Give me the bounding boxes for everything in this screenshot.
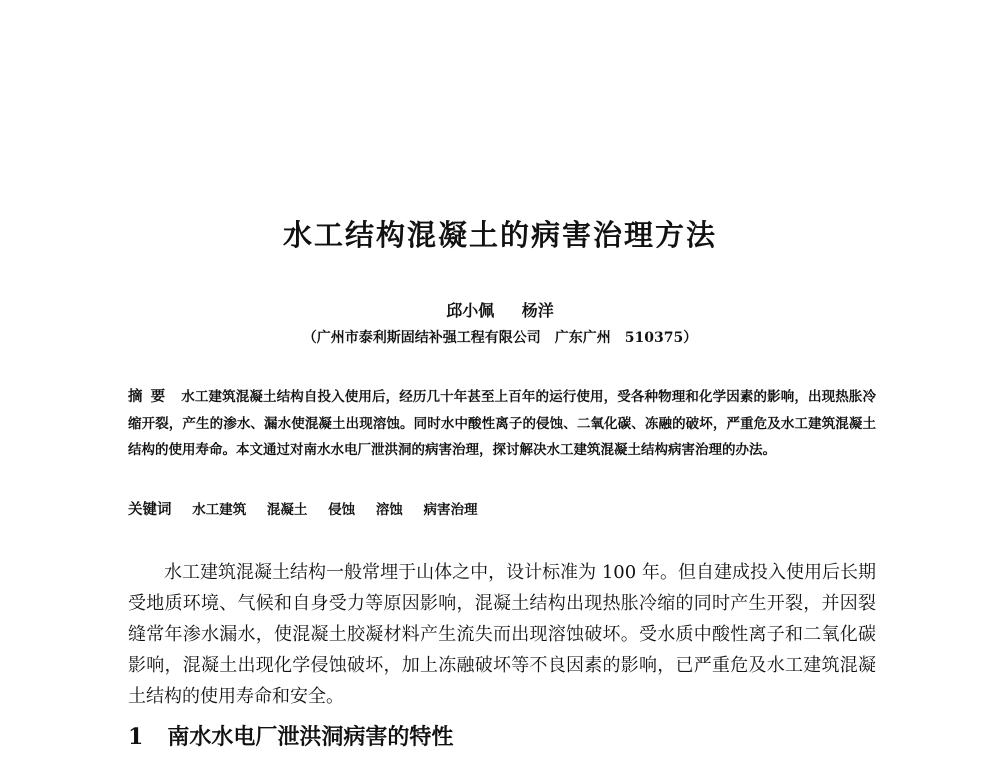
- keyword: 混凝土: [266, 502, 308, 518]
- section-heading: [128, 721, 876, 753]
- paper-affiliation: （广州市泰利斯固结补强工程有限公司 广东广州 510375）: [302, 330, 698, 346]
- abstract-text: 水工建筑混凝土结构自投入使用后，经历几十年甚至上百年的运行使用，受各种物理和化学因素的影响，出现热胀冷缩开裂，产生的渗水、漏水使混凝土出现溶蚀。同时水中酸性离子的侵蚀、二氧化碳、冻融的破坏，严重危及水工建筑混凝土结构的使用寿命。本文通过对南水水电厂泄洪洞的病害治理，探讨解决水工建筑混凝土结构病害治理的办法。: [128, 389, 876, 458]
- section-title: 南水水电厂泄洪洞病害的特性: [167, 724, 454, 750]
- paper-authors: 邱小佩 杨洋: [446, 301, 554, 320]
- keywords-label: 关键词: [128, 501, 172, 518]
- abstract-label: 摘要: [128, 388, 174, 405]
- body-paragraph: 水工建筑混凝土结构一般常埋于山体之中，设计标准为 100 年。但自建成投入使用后长期受地质环境、气候和自身受力等原因影响，混凝土结构出现热胀冷缩的同时产生开裂，并因裂缝常年渗水漏水，使混凝土胶凝材料产生流失而出现溶蚀破坏。受水质中酸性离子和二氧化碳影响，混凝土出现化学侵蚀破坏，加上冻融破坏等不良因素的影响，已严重危及水工建筑混凝土结构的使用寿命和安全。: [128, 562, 876, 707]
- section-number: 1: [128, 724, 144, 750]
- keyword: 溶蚀: [375, 502, 403, 518]
- keyword: 侵蚀: [328, 502, 356, 518]
- keyword: 水工建筑: [192, 502, 247, 518]
- keyword: 病害治理: [423, 502, 478, 518]
- keywords-block: [128, 497, 876, 523]
- paper-title: 水工结构混凝土的病害治理方法: [282, 218, 717, 252]
- abstract-block: [128, 384, 876, 464]
